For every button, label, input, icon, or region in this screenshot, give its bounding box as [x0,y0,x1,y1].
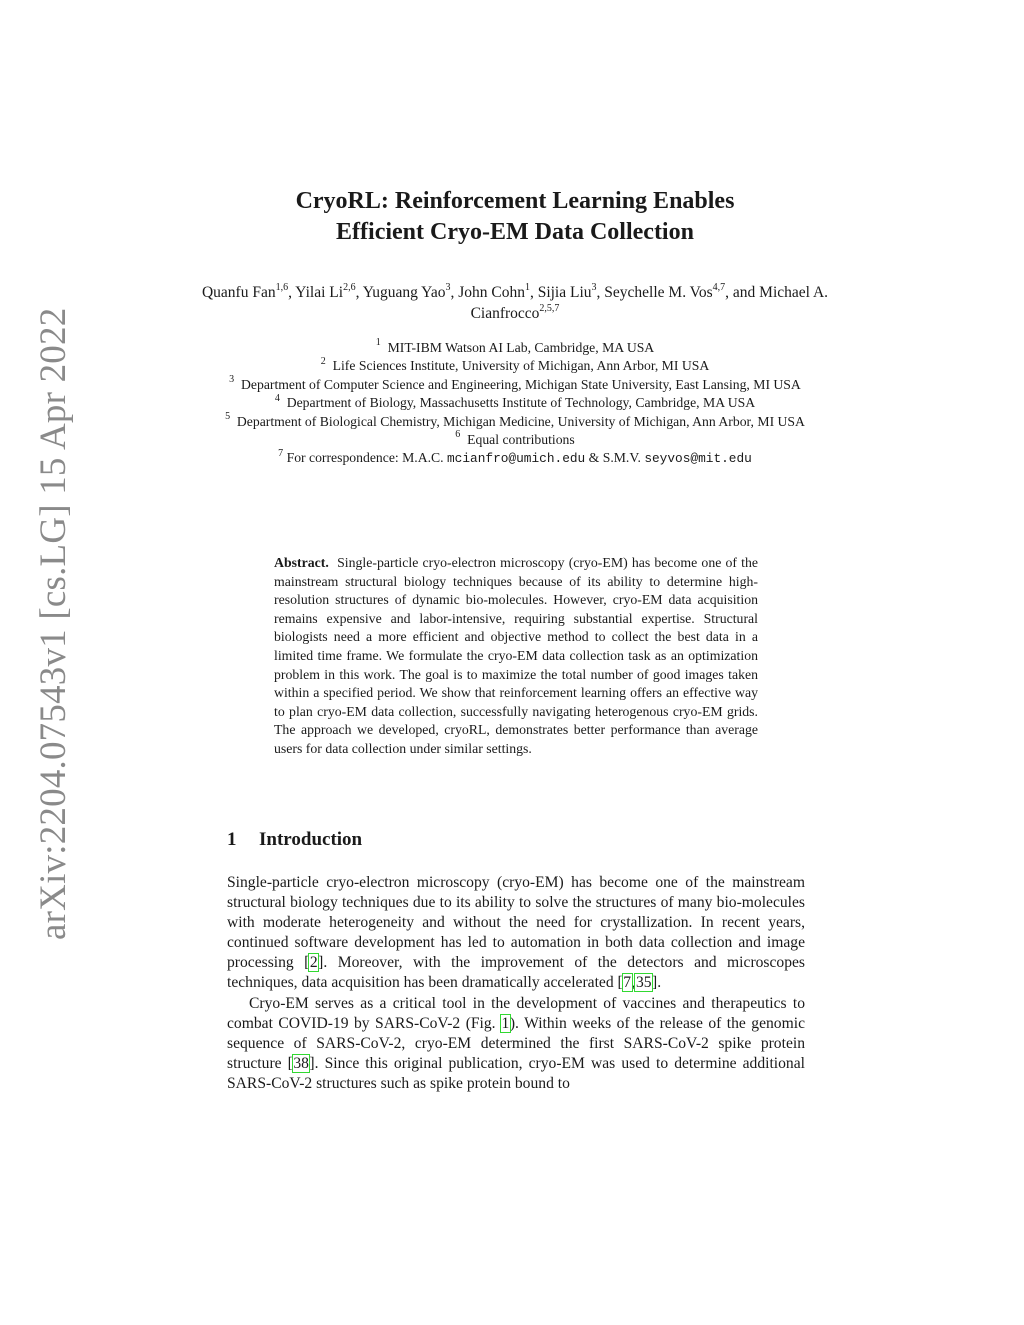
paragraph-2-text-b: ). Within weeks of the release of the genomic sequence of SARS-CoV-2, cryo-EM determined the first SARS-CoV-2 spike protein structure [ [227,1014,805,1072]
affiliation-marker: 5 [225,411,231,423]
figure-link-1[interactable]: 1 [501,1014,510,1032]
affiliation-marker: 6 [455,429,461,441]
email-seyvos[interactable]: seyvos@mit.edu [644,451,752,467]
author-name: Yuguang Yao [362,284,446,301]
paragraph-1 [227,873,805,994]
paragraph-1-text-c: , [631,974,636,992]
author-affiliation-marker: 2,5,7 [539,302,560,314]
author-separator: , [596,284,605,301]
citation-link-2[interactable]: 2 [309,954,318,972]
author-name: Michael A. Cianfrocco [470,284,829,322]
author [295,281,363,301]
abstract [274,554,758,759]
author-affiliation-marker: 4,7 [712,281,726,293]
author [362,281,459,301]
paragraph-1-text-b: ]. Moreover, with the improvement of the detectors and microscopes techniques, data acquisition has been dramatically accelerated [ [227,954,806,992]
affiliation-1 [200,339,830,357]
author-affiliation-marker: 1 [524,281,530,293]
affiliation-text: MIT-IBM Watson AI Lab, Cambridge, MA USA [387,340,655,355]
author-name: Seychelle M. Vos [604,284,713,301]
author-affiliation-marker: 2,6 [343,281,356,293]
citation-link-35[interactable]: 35 [635,974,652,992]
paragraph-1-text-a: Single-particle cryo-electron microscopy (cryo-EM) has become one of the mainstream structural biology techniques due to its ability to solve the structures of many bio-molecules with moderate heterogeneity and without the need for crystallization. In recent years, continued software development has led to automation in both data collection and image processing [ [227,874,805,972]
affiliation-marker: 3 [229,374,235,386]
title-line-2: Efficient Cryo-EM Data Collection [336,219,694,245]
affiliation-2 [200,357,830,375]
correspondence-line [200,449,830,468]
section-title: Introduction [259,829,363,850]
author-separator: , [288,284,296,301]
author-name: Yilai Li [295,284,344,301]
affiliation-marker: 2 [320,355,326,367]
author [201,281,296,301]
affiliation-6 [200,431,830,449]
affiliation-3 [200,376,830,394]
author [604,281,760,301]
author [458,281,538,301]
affiliation-marker: 4 [274,392,280,404]
affiliation-text: Life Sciences Institute, University of Michigan, Ann Arbor, MI USA [332,358,710,374]
author-list [200,282,830,324]
affiliation-text: Equal contributions [467,432,575,448]
author [537,281,605,301]
affiliation-text: Department of Biology, Massachusetts Institute of Technology, Cambridge, MA USA [286,395,756,411]
affiliation-5 [200,413,830,431]
author-affiliation-marker: 3 [591,281,597,293]
section-heading-introduction [227,828,362,852]
email-mcianfro[interactable]: mcianfro@umich.edu [447,451,586,467]
arxiv-identifier-stamp: arXiv:2204.07543v1 [cs.LG] 15 Apr 2022 [33,307,74,940]
paper-title [180,186,850,248]
affiliation-marker: 1 [375,337,381,349]
author-separator: , and [725,284,760,301]
paragraph-2-text-a: Cryo-EM serves as a critical tool in the development of vaccines and therapeutics to combat COVID-19 by SARS-CoV-2 (Fig. [227,994,805,1032]
author-affiliation-marker: 3 [445,281,451,293]
citation-link-38[interactable]: 38 [293,1054,309,1072]
author-name: Sijia Liu [537,284,592,301]
paragraph-1-text-d: ]. [652,974,662,992]
author-name: John Cohn [458,284,525,301]
correspondence-middle: & S.M.V. [585,450,645,466]
author-affiliation-marker: 1,6 [275,281,289,293]
citation-link-7[interactable]: 7 [623,974,632,992]
author-separator: , [450,284,459,301]
paragraph-2-text-c: ]. Since this original publication, cryo-EM was used to determine additional SARS-CoV-2 structures such as spike protein bound to [227,1054,805,1092]
author-separator: , [529,284,538,301]
author-name: Quanfu Fan [201,284,276,301]
abstract-label: Abstract. [274,555,329,570]
paragraph-2 [227,994,805,1094]
abstract-text: Single-particle cryo-electron microscopy (cryo-EM) has become one of the mainstream structural biology techniques because of its ability to determine high-resolution structures of dynamic bio-molecules. However, cryo-EM data acquisition remains expensive and labor-intensive, requiring substantial expertise. Structural biologists need a more efficient and objective method to collect the best data in a limited time frame. We formulate the cryo-EM data collection task as an optimization problem in this work. The goal is to maximize the total number of good images taken within a specified period. We show that reinforcement learning offers an effective way to plan cryo-EM data collection, successfully navigating heterogenous cryo-EM grids. The approach we developed, cryoRL, demonstrates better performance than average users for data collection under similar settings. [274,555,758,756]
correspondence-prefix: For correspondence: M.A.C. [286,450,447,466]
affiliation-text: Department of Computer Science and Engineering, Michigan State University, East Lansing, MI USA [241,376,801,392]
correspondence-marker: 7 [278,447,284,459]
title-line-1: CryoRL: Reinforcement Learning Enables [295,188,735,214]
author-separator: , [355,284,363,301]
affiliation-list [200,339,830,469]
introduction-body [227,873,805,1094]
affiliation-4 [200,394,830,412]
affiliation-text: Department of Biological Chemistry, Michigan Medicine, University of Michigan, Ann Arbor, MI USA [236,413,805,429]
section-number: 1 [227,829,237,850]
